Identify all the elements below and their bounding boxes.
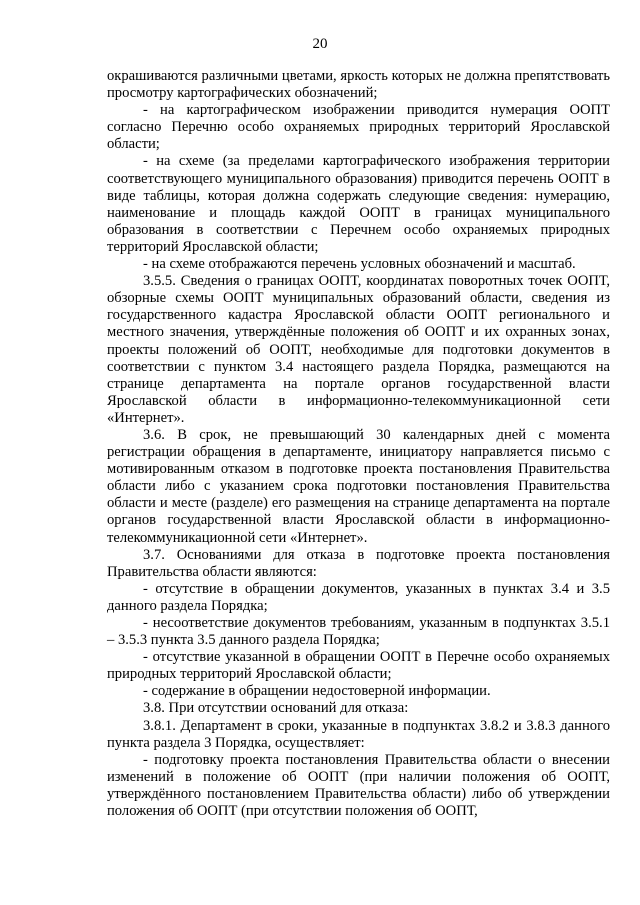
paragraph: - несоответствие документов требованиям, указанным в подпунктах 3.5.1 – 3.5.3 пункта 3.5 данного раздела Порядка; (107, 615, 610, 649)
paragraph: - подготовку проекта постановления Правительства области о внесении изменений в положение об ООПТ (при наличии положения об ООПТ, утверждённого постановлением Правительства области) либо об утверждении положения об ООПТ (при отсутствии положения об ООПТ, (107, 751, 610, 820)
paragraph: - отсутствие в обращении документов, указанных в пунктах 3.4 и 3.5 данного раздела Порядка; (107, 580, 610, 614)
page-number: 20 (312, 36, 328, 52)
paragraph: - на схеме отображаются перечень условных обозначений и масштаб. (143, 256, 576, 273)
paragraph: - содержание в обращении недостоверной информации. (143, 683, 491, 700)
paragraph: окрашиваются различными цветами, яркость которых не должна препятствовать просмотру картографических обозначений; (107, 68, 610, 102)
paragraph: - отсутствие указанной в обращении ООПТ в Перечне особо охраняемых природных территорий Ярославской области; (107, 649, 610, 683)
document-body (107, 68, 610, 820)
paragraph: - на схеме (за пределами картографического изображения территории соответствующего муниципального образования) приводится перечень ООПТ в виде таблицы, которая должна содержать следующие сведения: нумерацию, наименование и площадь каждой ООПТ в границах муниципального образования в соответствии с Перечнем особо охраняемых природных территорий Ярославской области; (107, 153, 610, 255)
paragraph: 3.5.5. Сведения о границах ООПТ, координатах поворотных точек ООПТ, обзорные схемы ООПТ муниципальных образований области, сведения из государственного кадастра Ярославской области ООПТ регионального и местного значения, утверждённые положения об ООПТ и их охранных зонах, проекты положений об ООПТ, необходимые для подготовки документов в соответствии с пунктом 3.4 настоящего раздела Порядка, размещаются на странице департамента на портале органов государственной власти Ярославской области в информационно-телекоммуникационной сети «Интернет». (107, 273, 610, 426)
paragraph: 3.6. В срок, не превышающий 30 календарных дней с момента регистрации обращения в департаменте, инициатору направляется письмо с мотивированным отказом в подготовке проекта постановления Правительства области либо с указанием срока подготовки постановления Правительства области и месте (разделе) его размещения на странице департамента на портале органов государственной власти Ярославской области в информационно-телекоммуникационной сети «Интернет». (107, 426, 610, 546)
paragraph: 3.7. Основаниями для отказа в подготовке проекта постановления Правительства области являются: (107, 546, 610, 580)
paragraph: - на картографическом изображении приводится нумерация ООПТ согласно Перечню особо охраняемых природных территорий Ярославской области; (107, 102, 610, 153)
paragraph: 3.8.1. Департамент в сроки, указанные в подпунктах 3.8.2 и 3.8.3 данного пункта раздела 3 Порядка, осуществляет: (107, 717, 610, 751)
paragraph: 3.8. При отсутствии оснований для отказа: (143, 700, 409, 717)
